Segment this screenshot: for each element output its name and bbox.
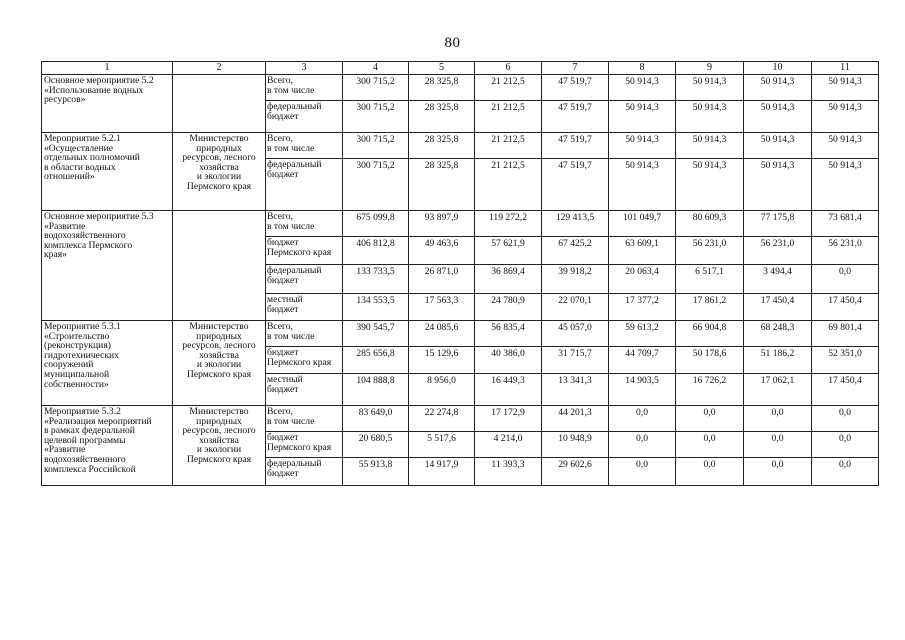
amount-cell: 56 231,0 bbox=[676, 237, 744, 265]
amount-cell: 69 801,4 bbox=[812, 321, 879, 347]
amount-cell: 80 609,3 bbox=[676, 211, 744, 237]
amount-cell: 5 517,6 bbox=[409, 432, 475, 458]
column-header-5: 5 bbox=[409, 62, 475, 75]
amount-cell: 50 914,3 bbox=[812, 133, 879, 159]
amount-cell: 406 812,8 bbox=[343, 237, 409, 265]
amount-cell: 21 212,5 bbox=[475, 159, 542, 211]
activity-name: Основное мероприятие 5.2 «Использование водных ресурсов» bbox=[42, 75, 173, 133]
amount-cell: 45 057,0 bbox=[542, 321, 609, 347]
amount-cell: 51 186,2 bbox=[744, 347, 812, 374]
amount-cell: 50 914,3 bbox=[676, 159, 744, 211]
amount-cell: 50 914,3 bbox=[609, 159, 676, 211]
page-number: 80 bbox=[444, 35, 461, 51]
amount-cell: 36 869,4 bbox=[475, 265, 542, 294]
amount-cell: 21 212,5 bbox=[475, 133, 542, 159]
amount-cell: 0,0 bbox=[676, 458, 744, 486]
funding-source: Всего, в том числе bbox=[266, 321, 343, 347]
amount-cell: 675 099,8 bbox=[343, 211, 409, 237]
amount-cell: 11 393,3 bbox=[475, 458, 542, 486]
amount-cell: 22 070,1 bbox=[542, 294, 609, 321]
amount-cell: 0,0 bbox=[609, 406, 676, 432]
amount-cell: 47 519,7 bbox=[542, 75, 609, 101]
executor: Министерство природных ресурсов, лесного хозяйства и экологии Пермского края bbox=[173, 406, 266, 486]
amount-cell: 66 904,8 bbox=[676, 321, 744, 347]
amount-cell: 17 450,4 bbox=[744, 294, 812, 321]
column-header-2: 2 bbox=[173, 62, 266, 75]
amount-cell: 0,0 bbox=[812, 265, 879, 294]
amount-cell: 50 914,3 bbox=[812, 159, 879, 211]
amount-cell: 47 519,7 bbox=[542, 159, 609, 211]
amount-cell: 31 715,7 bbox=[542, 347, 609, 374]
column-header-4: 4 bbox=[343, 62, 409, 75]
executor: Министерство природных ресурсов, лесного хозяйства и экологии Пермского края bbox=[173, 321, 266, 406]
amount-cell: 285 656,8 bbox=[343, 347, 409, 374]
table-row bbox=[42, 133, 879, 159]
amount-cell: 17 563,3 bbox=[409, 294, 475, 321]
column-header-9: 9 bbox=[676, 62, 744, 75]
amount-cell: 56 835,4 bbox=[475, 321, 542, 347]
amount-cell: 104 888,8 bbox=[343, 374, 409, 406]
amount-cell: 17 377,2 bbox=[609, 294, 676, 321]
funding-source: местный бюджет bbox=[266, 294, 343, 321]
amount-cell: 50 914,3 bbox=[676, 133, 744, 159]
table-row bbox=[42, 406, 879, 432]
amount-cell: 390 545,7 bbox=[343, 321, 409, 347]
amount-cell: 57 621,9 bbox=[475, 237, 542, 265]
amount-cell: 17 861,2 bbox=[676, 294, 744, 321]
executor: Министерство природных ресурсов, лесного хозяйства и экологии Пермского края bbox=[173, 133, 266, 211]
amount-cell: 20 680,5 bbox=[343, 432, 409, 458]
amount-cell: 129 413,5 bbox=[542, 211, 609, 237]
amount-cell: 59 613,2 bbox=[609, 321, 676, 347]
amount-cell: 24 085,6 bbox=[409, 321, 475, 347]
amount-cell: 17 450,4 bbox=[812, 374, 879, 406]
amount-cell: 20 063,4 bbox=[609, 265, 676, 294]
table-body bbox=[42, 75, 879, 486]
amount-cell: 0,0 bbox=[744, 432, 812, 458]
table-row bbox=[42, 75, 879, 101]
table-row bbox=[42, 211, 879, 237]
amount-cell: 16 449,3 bbox=[475, 374, 542, 406]
amount-cell: 6 517,1 bbox=[676, 265, 744, 294]
column-header-1: 1 bbox=[42, 62, 173, 75]
amount-cell: 50 178,6 bbox=[676, 347, 744, 374]
amount-cell: 0,0 bbox=[609, 432, 676, 458]
amount-cell: 50 914,3 bbox=[676, 75, 744, 101]
funding-source: бюджет Пермского края bbox=[266, 237, 343, 265]
amount-cell: 300 715,2 bbox=[343, 159, 409, 211]
activity-name: Основное мероприятие 5.3 «Развитие водохозяйственного комплекса Пермского края» bbox=[42, 211, 173, 321]
amount-cell: 44 709,7 bbox=[609, 347, 676, 374]
amount-cell: 49 463,6 bbox=[409, 237, 475, 265]
funding-source: местный бюджет bbox=[266, 374, 343, 406]
funding-source: бюджет Пермского края bbox=[266, 432, 343, 458]
amount-cell: 17 450,4 bbox=[812, 294, 879, 321]
amount-cell: 101 049,7 bbox=[609, 211, 676, 237]
funding-source: Всего, в том числе bbox=[266, 133, 343, 159]
amount-cell: 39 918,2 bbox=[542, 265, 609, 294]
amount-cell: 0,0 bbox=[812, 406, 879, 432]
funding-source: Всего, в том числе bbox=[266, 211, 343, 237]
amount-cell: 28 325,8 bbox=[409, 101, 475, 133]
funding-source: федеральный бюджет bbox=[266, 159, 343, 211]
amount-cell: 55 913,8 bbox=[343, 458, 409, 486]
amount-cell: 21 212,5 bbox=[475, 75, 542, 101]
amount-cell: 47 519,7 bbox=[542, 101, 609, 133]
budget-table bbox=[41, 61, 879, 486]
amount-cell: 17 062,1 bbox=[744, 374, 812, 406]
amount-cell: 29 602,6 bbox=[542, 458, 609, 486]
amount-cell: 8 956,0 bbox=[409, 374, 475, 406]
amount-cell: 28 325,8 bbox=[409, 75, 475, 101]
funding-source: федеральный бюджет bbox=[266, 265, 343, 294]
amount-cell: 16 726,2 bbox=[676, 374, 744, 406]
amount-cell: 4 214,0 bbox=[475, 432, 542, 458]
amount-cell: 0,0 bbox=[812, 432, 879, 458]
amount-cell: 0,0 bbox=[744, 406, 812, 432]
table-row bbox=[42, 321, 879, 347]
amount-cell: 28 325,8 bbox=[409, 133, 475, 159]
amount-cell: 44 201,3 bbox=[542, 406, 609, 432]
amount-cell: 28 325,8 bbox=[409, 159, 475, 211]
activity-name: Мероприятие 5.2.1 «Осуществление отдельных полномочий в области водных отношений» bbox=[42, 133, 173, 211]
amount-cell: 50 914,3 bbox=[812, 75, 879, 101]
amount-cell: 50 914,3 bbox=[744, 159, 812, 211]
amount-cell: 47 519,7 bbox=[542, 133, 609, 159]
funding-source: бюджет Пермского края bbox=[266, 347, 343, 374]
column-header-8: 8 bbox=[609, 62, 676, 75]
amount-cell: 24 780,9 bbox=[475, 294, 542, 321]
amount-cell: 21 212,5 bbox=[475, 101, 542, 133]
amount-cell: 40 386,0 bbox=[475, 347, 542, 374]
amount-cell: 14 903,5 bbox=[609, 374, 676, 406]
amount-cell: 300 715,2 bbox=[343, 133, 409, 159]
amount-cell: 300 715,2 bbox=[343, 101, 409, 133]
amount-cell: 15 129,6 bbox=[409, 347, 475, 374]
amount-cell: 50 914,3 bbox=[744, 101, 812, 133]
executor bbox=[173, 75, 266, 133]
activity-name: Мероприятие 5.3.2 «Реализация мероприятий в рамках федеральной целевой программы «Развитие водохозяйственного комплекса Российской bbox=[42, 406, 173, 486]
amount-cell: 3 494,4 bbox=[744, 265, 812, 294]
column-header-11: 11 bbox=[812, 62, 879, 75]
amount-cell: 67 425,2 bbox=[542, 237, 609, 265]
amount-cell: 52 351,0 bbox=[812, 347, 879, 374]
funding-source: федеральный бюджет bbox=[266, 458, 343, 486]
amount-cell: 133 733,5 bbox=[343, 265, 409, 294]
column-header-7: 7 bbox=[542, 62, 609, 75]
amount-cell: 56 231,0 bbox=[744, 237, 812, 265]
activity-name: Мероприятие 5.3.1 «Строительство (реконструкция) гидротехнических сооружений муниципальной собственности» bbox=[42, 321, 173, 406]
amount-cell: 50 914,3 bbox=[609, 75, 676, 101]
amount-cell: 22 274,8 bbox=[409, 406, 475, 432]
amount-cell: 134 553,5 bbox=[343, 294, 409, 321]
amount-cell: 0,0 bbox=[744, 458, 812, 486]
amount-cell: 0,0 bbox=[676, 432, 744, 458]
amount-cell: 0,0 bbox=[609, 458, 676, 486]
funding-source: Всего, в том числе bbox=[266, 75, 343, 101]
amount-cell: 13 341,3 bbox=[542, 374, 609, 406]
amount-cell: 50 914,3 bbox=[744, 75, 812, 101]
funding-source: федеральный бюджет bbox=[266, 101, 343, 133]
funding-source: Всего, в том числе bbox=[266, 406, 343, 432]
amount-cell: 56 231,0 bbox=[812, 237, 879, 265]
amount-cell: 300 715,2 bbox=[343, 75, 409, 101]
column-header-10: 10 bbox=[744, 62, 812, 75]
amount-cell: 14 917,9 bbox=[409, 458, 475, 486]
amount-cell: 50 914,3 bbox=[609, 101, 676, 133]
amount-cell: 50 914,3 bbox=[609, 133, 676, 159]
amount-cell: 77 175,8 bbox=[744, 211, 812, 237]
executor bbox=[173, 211, 266, 321]
amount-cell: 68 248,3 bbox=[744, 321, 812, 347]
amount-cell: 93 897,9 bbox=[409, 211, 475, 237]
amount-cell: 50 914,3 bbox=[676, 101, 744, 133]
amount-cell: 10 948,9 bbox=[542, 432, 609, 458]
amount-cell: 119 272,2 bbox=[475, 211, 542, 237]
amount-cell: 83 649,0 bbox=[343, 406, 409, 432]
amount-cell: 73 681,4 bbox=[812, 211, 879, 237]
amount-cell: 0,0 bbox=[676, 406, 744, 432]
amount-cell: 0,0 bbox=[812, 458, 879, 486]
column-header-6: 6 bbox=[475, 62, 542, 75]
amount-cell: 50 914,3 bbox=[744, 133, 812, 159]
column-header-3: 3 bbox=[266, 62, 343, 75]
amount-cell: 63 609,1 bbox=[609, 237, 676, 265]
amount-cell: 26 871,0 bbox=[409, 265, 475, 294]
amount-cell: 50 914,3 bbox=[812, 101, 879, 133]
amount-cell: 17 172,9 bbox=[475, 406, 542, 432]
header-row bbox=[42, 62, 879, 75]
